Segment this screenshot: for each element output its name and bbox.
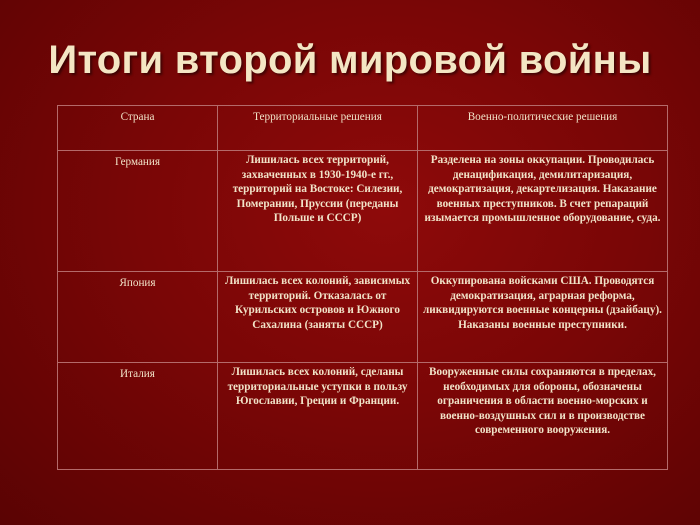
territorial-cell: Лишилась всех территорий, захваченных в 1930-1940-е гг., территорий на Востоке: Силезии, Померании, Пруссии (переданы Польше и СССР): [218, 151, 418, 272]
military-cell: Вооруженные силы сохраняются в пределах, необходимых для обороны, обозначены ограничения в области военно-морских и военно-воздушных сил и в производстве современного вооружения.: [418, 363, 668, 470]
military-cell: Разделена на зоны оккупации. Проводилась денацификация, демилитаризация, демократизация, декартелизация. Наказание военных преступников. В счет репараций изымается промышленное оборудование, суда.: [418, 151, 668, 272]
header-country: Страна: [58, 106, 218, 151]
table-header-row: [58, 106, 668, 151]
country-cell: Италия: [58, 363, 218, 470]
header-military: Военно-политические решения: [418, 106, 668, 151]
country-cell: Япония: [58, 272, 218, 363]
territorial-cell: Лишилась всех колоний, сделаны территориальные уступки в пользу Югославии, Греции и Франции.: [218, 363, 418, 470]
country-cell: Германия: [58, 151, 218, 272]
slide-title: Итоги второй мировой войны: [48, 38, 652, 82]
results-table: [57, 105, 668, 470]
military-cell: Оккупирована войсками США. Проводятся демократизация, аграрная реформа, ликвидируются военные концерны (дзайбацу). Наказаны военные преступники.: [418, 272, 668, 363]
table-row: [58, 151, 668, 272]
table-row: [58, 272, 668, 363]
table-row: [58, 363, 668, 470]
territorial-cell: Лишилась всех колоний, зависимых территорий. Отказалась от Курильских островов и Южного Сахалина (заняты СССР): [218, 272, 418, 363]
header-territorial: Территориальные решения: [218, 106, 418, 151]
